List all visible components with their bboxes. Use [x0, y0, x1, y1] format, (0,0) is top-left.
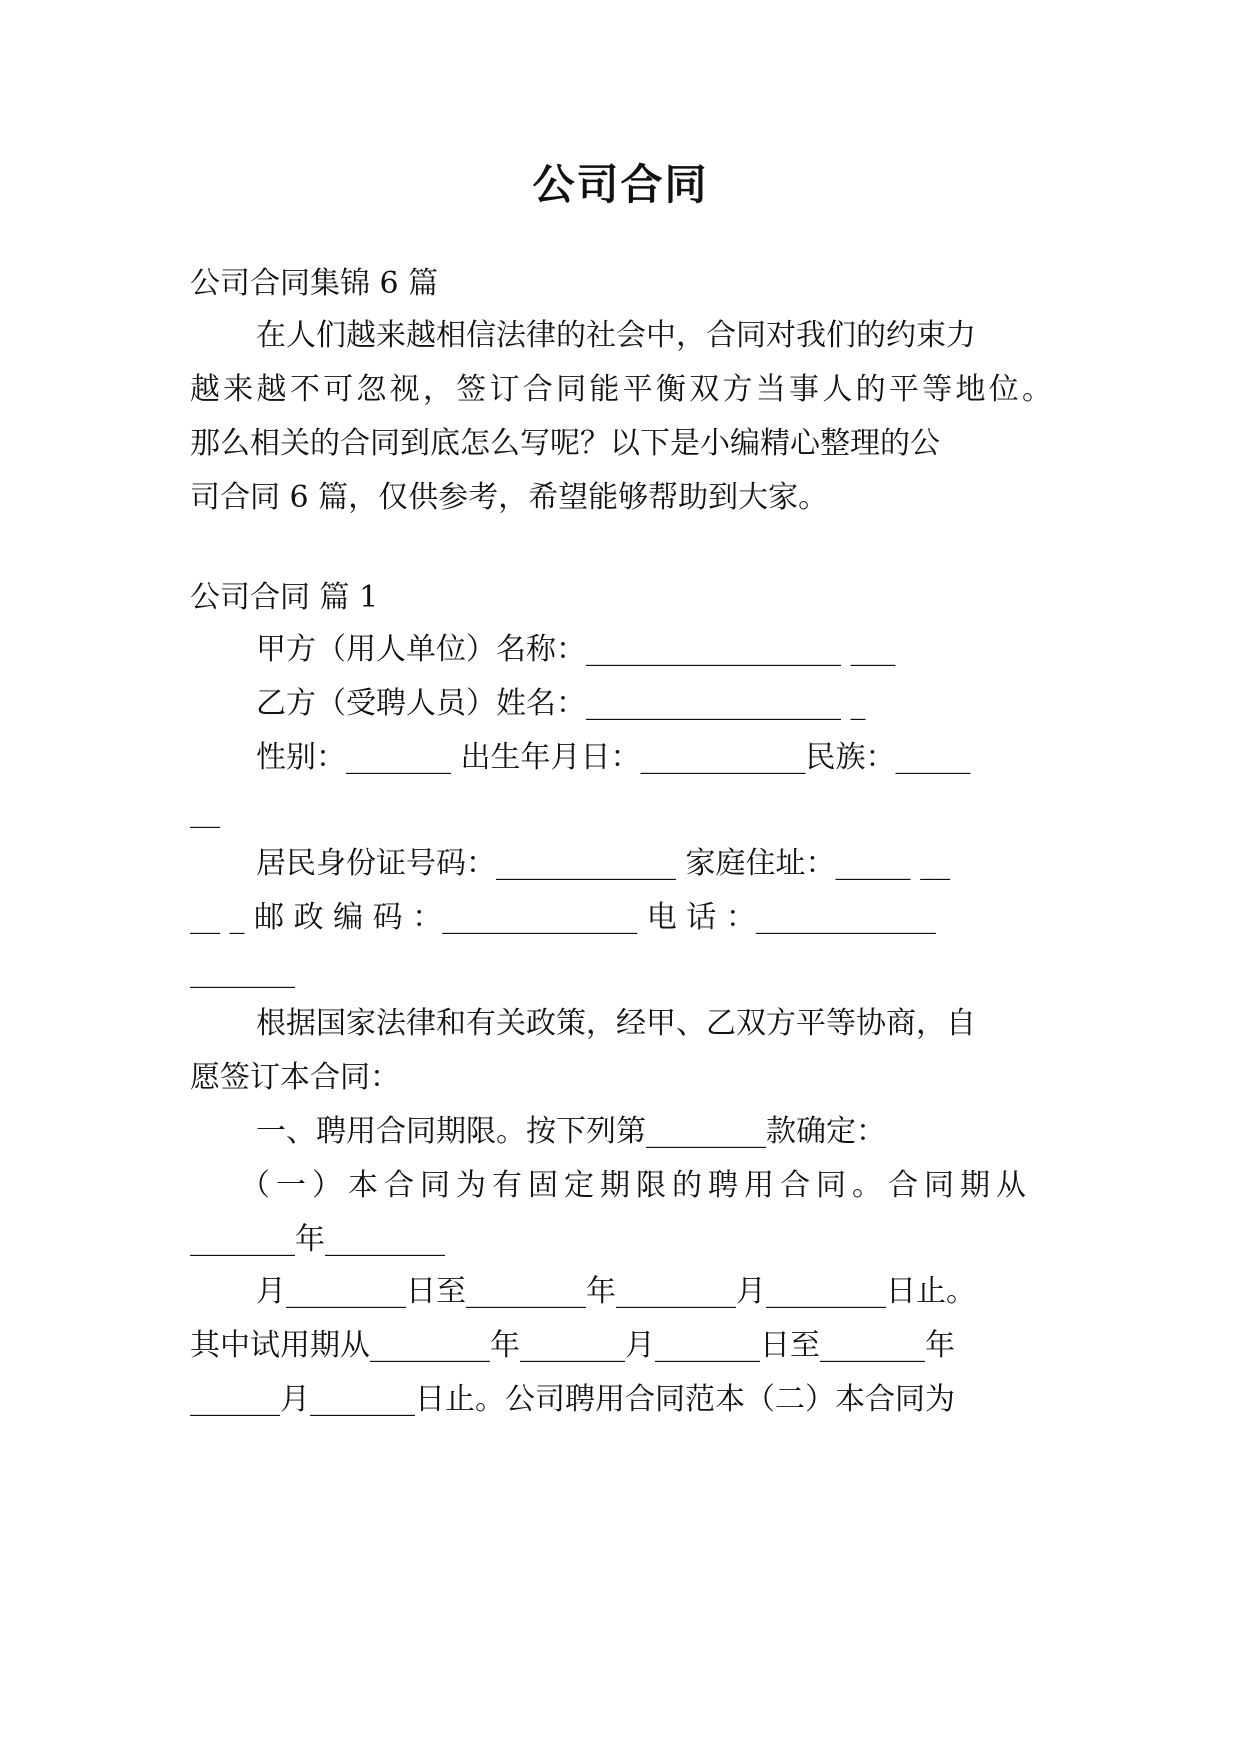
agreement-line-1: 根据国家法律和有关政策，经甲、乙双方平等协商，自 [256, 1006, 976, 1041]
gender-line-wrap: __ [190, 794, 220, 829]
party-a-field: 甲方（用人单位）名称：_________________ ___ [256, 632, 896, 667]
agreement-line-2: 愿签订本合同： [190, 1060, 400, 1095]
document-subtitle: 公司合同集锦 6 篇 [190, 266, 439, 301]
fixed-term-wrap: _______年________ [190, 1222, 445, 1257]
postal-line-wrap: _______ [190, 954, 295, 989]
document-title: 公司合同 [532, 160, 709, 209]
gender-birth-ethnicity-field: 性别：_______ 出生年月日：___________民族：_____ [256, 740, 971, 775]
intro-line-4: 司合同 6 篇，仅供参考，希望能够帮助到大家。 [190, 480, 829, 515]
date-line-2: 其中试用期从________年_______月_______日至_______年 [190, 1328, 955, 1363]
date-line-3: ______月_______日止。公司聘用合同范本（二）本合同为 [190, 1382, 955, 1417]
postal-phone-field: __ _ 邮 政 编 码 ：_____________ 电 话 ：____________ [190, 900, 936, 935]
section-heading: 公司合同 篇 1 [190, 580, 379, 615]
intro-line-1: 在人们越来越相信法律的社会中，合同对我们的约束力 [256, 318, 976, 353]
fixed-term-clause: （一）本合同为有固定期限的聘用合同。合同期从 [240, 1168, 1032, 1203]
term-clause: 一、聘用合同期限。按下列第________款确定： [256, 1114, 886, 1149]
intro-line-2: 越来越不可忽视，签订合同能平衡双方当事人的平等地位。 [190, 372, 1052, 407]
intro-line-3: 那么相关的合同到底怎么写呢？以下是小编精心整理的公 [190, 426, 940, 461]
id-address-field: 居民身份证号码：____________ 家庭住址：_____ __ [256, 846, 951, 881]
date-line-1: 月________日至________年________月________日止。 [256, 1274, 976, 1309]
party-b-field: 乙方（受聘人员）姓名：_________________ _ [256, 686, 866, 721]
